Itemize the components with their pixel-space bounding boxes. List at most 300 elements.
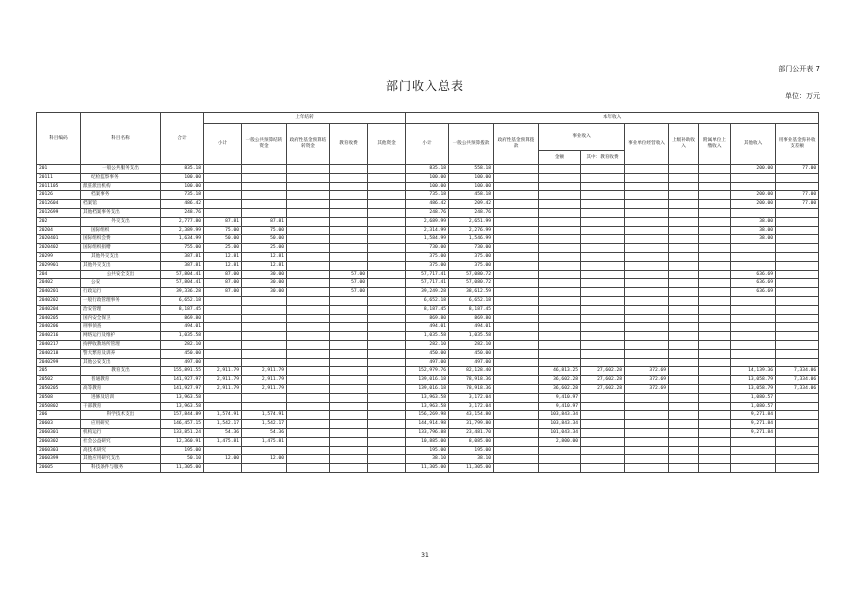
cell-value (204, 200, 242, 209)
cell-value (368, 279, 406, 288)
cell-value (368, 428, 406, 437)
cell-value (539, 455, 581, 464)
cell-value (625, 217, 669, 226)
cell-value (581, 402, 625, 411)
cell-value: 23,481.70 (449, 428, 494, 437)
cell-value: 869.80 (161, 314, 204, 323)
table-row (37, 235, 819, 244)
cell-value: 1,546.99 (449, 235, 494, 244)
cell-value: 54.36 (242, 428, 287, 437)
cell-value: 869.80 (449, 314, 494, 323)
cell-name: 国际组织会费 (81, 235, 161, 244)
cell-value: 87.81 (242, 217, 287, 226)
cell-value: 77.00 (776, 191, 819, 200)
table-row (37, 428, 819, 437)
cell-value (731, 208, 776, 217)
table-row (37, 165, 819, 174)
cell-value (581, 464, 625, 473)
cell-value: 1,574.91 (242, 411, 287, 420)
cell-value (669, 376, 699, 385)
cell-value: 152,979.76 (406, 367, 449, 376)
cell-value (731, 173, 776, 182)
cell-value: 27,602.28 (581, 367, 625, 376)
cell-value: 156,269.98 (406, 411, 449, 420)
header-prev-year: 上年结转 (204, 113, 406, 124)
cell-name: 网络运行及维护 (81, 332, 161, 341)
page-number: 31 (421, 552, 429, 559)
cell-value (776, 455, 819, 464)
cell-value: 13,963.58 (161, 393, 204, 402)
table-row (37, 244, 819, 253)
cell-value (539, 270, 581, 279)
cell-value (494, 420, 539, 429)
cell-value (287, 182, 330, 191)
cell-value (581, 252, 625, 261)
cell-value (625, 270, 669, 279)
cell-value: 1,035.58 (406, 332, 449, 341)
cell-value (368, 402, 406, 411)
cell-value (242, 173, 287, 182)
cell-code: 20204 (37, 226, 81, 235)
cell-value (330, 384, 368, 393)
cell-value (330, 437, 368, 446)
cell-value: 12.81 (204, 252, 242, 261)
cell-value (494, 208, 539, 217)
cell-value: 2,389.99 (161, 226, 204, 235)
cell-value (368, 208, 406, 217)
cell-value: 157,844.89 (161, 411, 204, 420)
header-prev-subtotal: 小计 (204, 124, 242, 165)
table-row (37, 314, 819, 323)
cell-value: 636.69 (731, 279, 776, 288)
cell-value (669, 332, 699, 341)
cell-value: 100.00 (406, 182, 449, 191)
cell-value (287, 165, 330, 174)
cell-value: 78,918.36 (449, 376, 494, 385)
cell-value (368, 173, 406, 182)
header-prev-fund: 政府性基金预算结转资金 (287, 124, 330, 165)
cell-value (731, 305, 776, 314)
cell-value (669, 165, 699, 174)
cell-value (699, 208, 731, 217)
cell-value (287, 340, 330, 349)
cell-value (494, 349, 539, 358)
cell-value (242, 165, 287, 174)
cell-value (368, 288, 406, 297)
cell-value (581, 340, 625, 349)
cell-value: 450.00 (449, 349, 494, 358)
cell-value (625, 182, 669, 191)
header-cur-general: 一般公共预算拨款 (449, 124, 494, 165)
cell-value (330, 165, 368, 174)
cell-value (731, 349, 776, 358)
cell-value: 1,574.91 (204, 411, 242, 420)
cell-value (242, 191, 287, 200)
header-name: 科目名称 (81, 113, 161, 165)
cell-value (287, 455, 330, 464)
cell-value (368, 420, 406, 429)
cell-code: 206 (37, 411, 81, 420)
cell-value: 38.10 (449, 455, 494, 464)
cell-code: 20502 (37, 376, 81, 385)
cell-value (625, 235, 669, 244)
cell-value: 3,172.04 (449, 393, 494, 402)
income-summary-table (36, 112, 819, 473)
cell-value (699, 217, 731, 226)
cell-value: 78,918.36 (449, 384, 494, 393)
cell-value: 87.00 (204, 279, 242, 288)
cell-value (581, 358, 625, 367)
cell-value: 57,804.41 (161, 270, 204, 279)
table-row (37, 340, 819, 349)
cell-value (330, 235, 368, 244)
cell-value (287, 428, 330, 437)
header-biz-amount: 金额 (539, 151, 581, 165)
cell-value (776, 244, 819, 253)
cell-code: 20126 (37, 191, 81, 200)
cell-value (330, 191, 368, 200)
cell-value (699, 464, 731, 473)
cell-name: 拘押收教场所管理 (81, 340, 161, 349)
cell-value (669, 182, 699, 191)
cell-value: 372.69 (625, 367, 669, 376)
cell-value (494, 217, 539, 226)
cell-value: 1,035.58 (161, 332, 204, 341)
cell-value: 133,851.24 (161, 428, 204, 437)
cell-value: 57,804.41 (161, 279, 204, 288)
cell-value (776, 314, 819, 323)
cell-value (368, 261, 406, 270)
cell-value: 387.81 (161, 252, 204, 261)
cell-value (539, 323, 581, 332)
cell-code: 2040216 (37, 332, 81, 341)
cell-value (494, 296, 539, 305)
cell-value: 46,813.25 (539, 367, 581, 376)
cell-code: 2040202 (37, 296, 81, 305)
cell-value (776, 349, 819, 358)
cell-value (330, 226, 368, 235)
cell-value (494, 235, 539, 244)
cell-code: 2040205 (37, 314, 81, 323)
cell-value: 1,475.81 (242, 437, 287, 446)
cell-value: 200.00 (731, 191, 776, 200)
cell-value (494, 182, 539, 191)
cell-value: 27,602.28 (581, 376, 625, 385)
cell-value (330, 314, 368, 323)
cell-value (581, 235, 625, 244)
cell-value (669, 279, 699, 288)
cell-value (494, 455, 539, 464)
cell-value (699, 305, 731, 314)
cell-value (204, 165, 242, 174)
cell-value: 209.42 (449, 200, 494, 209)
cell-code: 2040204 (37, 305, 81, 314)
cell-value: 8,085.00 (449, 437, 494, 446)
cell-value (204, 332, 242, 341)
cell-value (204, 173, 242, 182)
cell-value (204, 323, 242, 332)
cell-name: 一般公共服务支出 (81, 165, 161, 174)
cell-value (539, 296, 581, 305)
cell-value (539, 358, 581, 367)
cell-value (581, 420, 625, 429)
cell-value: 7,334.06 (776, 384, 819, 393)
cell-value (287, 305, 330, 314)
cell-value (581, 191, 625, 200)
cell-value (242, 296, 287, 305)
cell-value: 1,584.99 (406, 235, 449, 244)
cell-value: 282.10 (406, 340, 449, 349)
cell-value: 1,035.58 (449, 332, 494, 341)
cell-value (330, 323, 368, 332)
header-prev-other: 其他资金 (368, 124, 406, 165)
cell-value (581, 226, 625, 235)
cell-value: 835.18 (161, 165, 204, 174)
cell-value (625, 208, 669, 217)
cell-value (287, 332, 330, 341)
cell-value (539, 165, 581, 174)
cell-value (330, 173, 368, 182)
cell-value (625, 340, 669, 349)
cell-value: 39,249.28 (406, 288, 449, 297)
cell-value (368, 332, 406, 341)
cell-value (699, 173, 731, 182)
cell-value: 2,689.99 (406, 217, 449, 226)
cell-code: 20605 (37, 464, 81, 473)
cell-value: 248.76 (449, 208, 494, 217)
cell-value (368, 437, 406, 446)
cell-value (368, 358, 406, 367)
cell-value (699, 314, 731, 323)
cell-value (368, 217, 406, 226)
cell-value (776, 446, 819, 455)
cell-value (669, 191, 699, 200)
cell-value (330, 358, 368, 367)
cell-value (204, 446, 242, 455)
cell-value (494, 393, 539, 402)
cell-name: 派驻派出机构 (81, 182, 161, 191)
cell-code: 2029901 (37, 261, 81, 270)
cell-value: 735.18 (161, 191, 204, 200)
cell-value (539, 261, 581, 270)
cell-value: 36,602.28 (539, 384, 581, 393)
cell-value (204, 314, 242, 323)
table-row (37, 384, 819, 393)
cell-value: 82,128.40 (449, 367, 494, 376)
cell-value: 6,652.18 (161, 296, 204, 305)
cell-value: 2,911.79 (204, 384, 242, 393)
cell-value: 38.10 (406, 455, 449, 464)
table-row (37, 305, 819, 314)
cell-value: 155,891.55 (161, 367, 204, 376)
cell-value (368, 349, 406, 358)
cell-value (539, 349, 581, 358)
cell-value: 1,634.99 (161, 235, 204, 244)
cell-value (330, 393, 368, 402)
cell-name: 纪检监察事务 (81, 173, 161, 182)
cell-value (330, 411, 368, 420)
cell-value (330, 420, 368, 429)
cell-value: 54.36 (204, 428, 242, 437)
cell-value: 2,911.79 (204, 367, 242, 376)
cell-value (625, 446, 669, 455)
cell-value: 6,652.18 (449, 296, 494, 305)
table-row (37, 437, 819, 446)
cell-value: 486.42 (406, 200, 449, 209)
cell-value: 494.01 (449, 323, 494, 332)
cell-value (776, 173, 819, 182)
cell-value (581, 428, 625, 437)
cell-value (494, 411, 539, 420)
table-row (37, 358, 819, 367)
cell-value (625, 393, 669, 402)
cell-value (287, 296, 330, 305)
page-title: 部门收入总表 (385, 79, 464, 93)
cell-value (539, 305, 581, 314)
cell-value (494, 244, 539, 253)
cell-value (494, 428, 539, 437)
header-prev-edu: 教育收费 (330, 124, 368, 165)
cell-value (330, 349, 368, 358)
cell-value (581, 270, 625, 279)
cell-value: 25.00 (204, 244, 242, 253)
cell-name: 干部教育 (81, 402, 161, 411)
cell-value: 100.00 (161, 173, 204, 182)
cell-value (242, 393, 287, 402)
cell-value (368, 191, 406, 200)
cell-value (539, 446, 581, 455)
cell-value: 38,612.59 (449, 288, 494, 297)
cell-value (287, 173, 330, 182)
cell-value: 13,963.58 (406, 393, 449, 402)
cell-code: 20111 (37, 173, 81, 182)
cell-value (368, 270, 406, 279)
cell-value (539, 217, 581, 226)
cell-code: 2060303 (37, 446, 81, 455)
cell-value (699, 261, 731, 270)
cell-value (699, 191, 731, 200)
cell-value: 2,911.79 (242, 384, 287, 393)
cell-value (669, 340, 699, 349)
cell-value (287, 191, 330, 200)
cell-value: 11,305.00 (406, 464, 449, 473)
cell-value: 50.00 (204, 235, 242, 244)
cell-value (287, 252, 330, 261)
cell-value (539, 288, 581, 297)
cell-value (669, 244, 699, 253)
cell-value (287, 226, 330, 235)
cell-value (330, 332, 368, 341)
cell-value (625, 173, 669, 182)
cell-value (699, 376, 731, 385)
cell-value (669, 384, 699, 393)
table-body (37, 165, 819, 473)
cell-value (776, 217, 819, 226)
cell-value (669, 252, 699, 261)
cell-value (539, 182, 581, 191)
cell-value (539, 208, 581, 217)
header-code: 科目编码 (37, 113, 81, 165)
cell-value (494, 367, 539, 376)
cell-value: 12,360.91 (161, 437, 204, 446)
header-cur-biz-op: 事业单位经营收入 (625, 124, 669, 165)
header-cur-superior: 上级补助收入 (669, 124, 699, 165)
cell-value (625, 349, 669, 358)
cell-value (368, 446, 406, 455)
cell-value (204, 402, 242, 411)
cell-value (368, 340, 406, 349)
cell-value (669, 261, 699, 270)
cell-value: 39,336.28 (161, 288, 204, 297)
cell-value (204, 340, 242, 349)
cell-value (699, 367, 731, 376)
cell-value (625, 455, 669, 464)
cell-value (368, 367, 406, 376)
cell-value: 375.00 (449, 252, 494, 261)
cell-value (669, 464, 699, 473)
cell-value: 13,058.79 (731, 376, 776, 385)
cell-value (625, 296, 669, 305)
cell-value (699, 279, 731, 288)
cell-value: 12.81 (242, 261, 287, 270)
cell-value (287, 235, 330, 244)
cell-value (287, 446, 330, 455)
cell-value (330, 252, 368, 261)
table-row (37, 464, 819, 473)
cell-value (776, 340, 819, 349)
cell-value (330, 446, 368, 455)
cell-value (625, 437, 669, 446)
cell-value (204, 296, 242, 305)
cell-value: 12.81 (242, 252, 287, 261)
cell-value (539, 340, 581, 349)
cell-value (368, 393, 406, 402)
cell-value (699, 296, 731, 305)
cell-value (625, 226, 669, 235)
cell-value: 100.00 (449, 173, 494, 182)
cell-value: 139,016.18 (406, 384, 449, 393)
cell-value (581, 261, 625, 270)
cell-value: 1,542.17 (242, 420, 287, 429)
cell-value (494, 200, 539, 209)
cell-name: 科技条件与服务 (81, 464, 161, 473)
cell-name: 公安 (81, 279, 161, 288)
cell-value (330, 455, 368, 464)
cell-value (776, 332, 819, 341)
cell-value (242, 208, 287, 217)
cell-value (330, 182, 368, 191)
cell-value: 200.00 (731, 200, 776, 209)
cell-value: 57.00 (330, 270, 368, 279)
cell-value (581, 173, 625, 182)
cell-value (669, 314, 699, 323)
cell-code: 2040299 (37, 358, 81, 367)
cell-value (287, 358, 330, 367)
cell-code: 202 (37, 217, 81, 226)
cell-value (625, 332, 669, 341)
cell-value (776, 279, 819, 288)
cell-value (204, 191, 242, 200)
cell-value (699, 340, 731, 349)
cell-value (699, 437, 731, 446)
cell-value (625, 305, 669, 314)
cell-value (494, 314, 539, 323)
cell-name: 高技术研究 (81, 446, 161, 455)
cell-value: 486.42 (161, 200, 204, 209)
cell-value (776, 428, 819, 437)
cell-name: 外交支出 (81, 217, 161, 226)
cell-value: 497.00 (406, 358, 449, 367)
